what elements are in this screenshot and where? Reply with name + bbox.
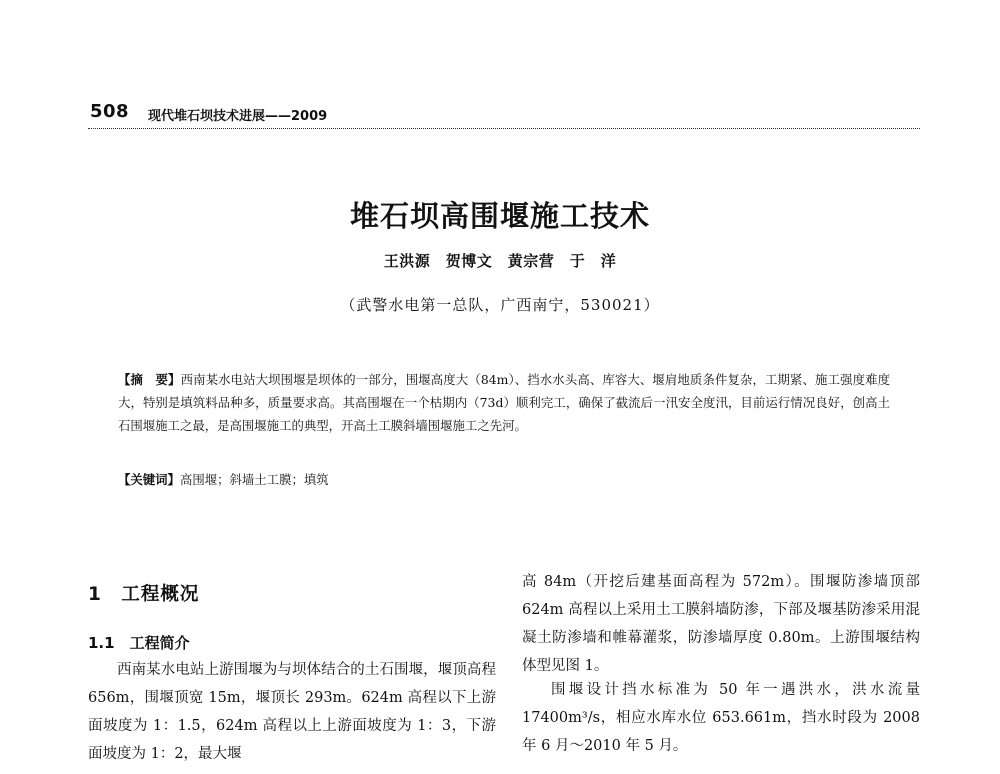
keywords-text: 高围堰；斜墙土工膜；填筑 [179, 472, 329, 487]
affiliation: （武警水电第一总队，广西南宁，530021） [340, 296, 660, 314]
abstract-label: 【摘 要】 [118, 372, 181, 387]
subsection-heading: 1.1 工程简介 [88, 634, 190, 652]
keywords [118, 468, 890, 491]
article-title: 堆石坝高围堰施工技术 [349, 199, 650, 233]
journal-title: 现代堆石坝技术进展——2009 [148, 109, 328, 124]
section-heading: 1 工程概况 [88, 584, 200, 605]
body-paragraph: 西南某水电站上游围堰为与坝体结合的土石围堰，堰顶高程 656m，围堰顶宽 15m，堰顶长 293m。624m 高程以下上游面坡度为 1：1.5，624m 高程以上上游面坡度为 1：3，下游面坡度为 1：2，最大堰 [88, 662, 496, 762]
body-paragraph-continued: 高 84m（开挖后建基面高程为 572m）。围堰防渗墙顶部 624m 高程以上采用土工膜斜墙防渗，下部及堰基防渗采用混凝土防渗墙和帷幕灌浆，防渗墙厚度 0.80m。上游围堰结构体型见图 1。 [522, 574, 920, 674]
running-head [88, 98, 920, 129]
body-paragraph: 围堰设计挡水标准为 50 年一遇洪水，洪水流量 17400m³/s，相应水库水位 653.661m，挡水时段为 2008 年 6 月～2010 年 5 月。 [522, 682, 920, 754]
abstract-text: 西南某水电站大坝围堰是坝体的一部分，围堰高度大（84m）、挡水水头高、库容大、堰肩地质条件复杂，工期紧、施工强度难度大，特别是填筑料品种多，质量要求高。其高围堰在一个枯期内（73d）顺利完工，确保了截流后一汛安全度汛，目前运行情况良好，创高土石围堰施工之最，是高围堰施工的典型，开高土工膜斜墙围堰施工之先河。 [118, 372, 890, 433]
page-number: 508 [90, 101, 130, 122]
keywords-label: 【关键词】 [118, 472, 180, 487]
authors: 王洪源 贺博文 黄宗营 于 洋 [383, 252, 617, 270]
abstract [118, 368, 890, 437]
